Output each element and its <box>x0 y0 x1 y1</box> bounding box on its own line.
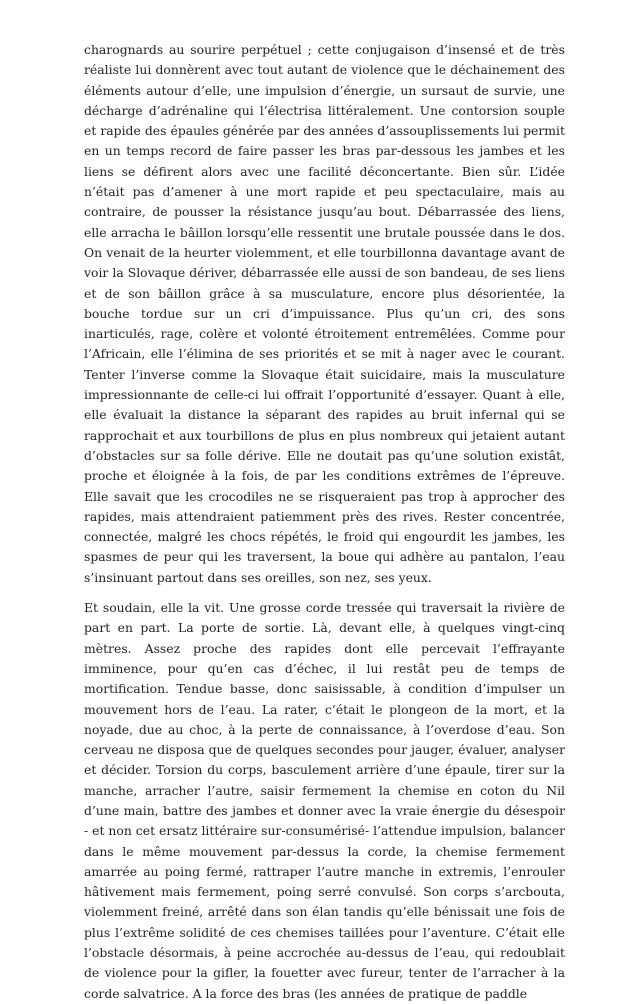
paragraph-2: Et soudain, elle la vit. Une grosse corde tressée qui traversait la rivière de part en part. La porte de sortie. Là, devant elle, à quelques vingt-cinq mètres. Assez proche des rapides dont elle percevait l’effrayante imminence, pour qu’en cas d’échec, il lui restât peu de temps de mortification. Tendue basse, donc saisissable, à condition d’impulser un mouvement hors de l’eau. La rater, c’était le plongeon de la mort, et la noyade, due au choc, à la perte de connaissance, à l’overdose d’eau. Son cerveau ne disposa que de quelques secondes pour jauger, évaluer, analyser et décider. Torsion du corps, basculement arrière d’une épaule, tirer sur la manche, arracher l’autre, saisir fermement la chemise en coton du Nil d’une main, battre des jambes et donner avec la vraie énergie du désespoir - et non cet ersatz littéraire sur-consumérisé- l’attendue impulsion, balancer dans le même mouvement par-dessus la corde, la chemise fermement amarrée au poing fermé, rattraper l’autre manche in extremis, l’enrouler hâtivement mais fermement, poing serré convulsé. Son corps s’arcbouta, violemment freiné, arrêté dans son élan tandis qu’elle bénissait une fois de plus l’extrême solidité de ces chemises taillées pour l’aventure. C’était elle l’obstacle désormais, à peine accrochée au-dessus de l’eau, qui redoublait de violence pour la gifler, la fouetter avec fureur, tenter de l’arracher à la corde salvatrice. A la force des bras (les années de pratique de paddle <box>84 600 565 1001</box>
paragraph-1: charognards au sourire perpétuel ; cette conjugaison d’insensé et de très réaliste lui donnèrent avec tout autant de violence que le déchainement des éléments autour d’elle, une impulsion d’énergie, un sursaut de survie, une décharge d’adrénaline qui l’électrisa littéralement. Une contorsion souple et rapide des épaules générée par des années d’assouplissements lui permit en un temps record de faire passer les bras par-dessous les jambes et les liens se défirent alors avec une facilité déconcertante. Bien sûr. L’idée n’était pas d’amener à une mort rapide et peu spectaculaire, mais au contraire, de pousser la résistance jusqu’au bout. Débarrassée des liens, elle arracha le bâillon lorsqu’elle ressentit une brutale poussée dans le dos. On venait de la heurter violemment, et elle tourbillonna davantage avant de voir la Slovaque dériver, débarrassée elle aussi de son bandeau, de ses liens et de son bâillon grâce à sa musculature, encore plus désorientée, la bouche tordue sur un cri d’impuissance. Plus qu’un cri, des sons inarticulés, rage, colère et volonté étroitement entremêlées. Comme pour l’Africain, elle l’élimina de ses priorités et se mit à nager avec le courant. Tenter l’inverse comme la Slovaque était suicidaire, mais la musculature impressionnante de celle-ci lui offrait l’opportunité d’essayer. Quant à elle, elle évaluait la distance la séparant des rapides au bruit infernal qui se rapprochait et aux tourbillons de plus en plus nombreux qui jetaient autant d’obstacles sur sa folle dérive. Elle ne doutait pas qu’une solution existât, proche et éloignée à la fois, de par les conditions extrêmes de l’épreuve. Elle savait que les crocodiles ne se risqueraient pas trop à approcher des rapides, mais attendraient patiemment près des rives. Rester concentrée, connectée, malgré les chocs répétés, le froid qui engourdit les jambes, les spasmes de peur qui les traversent, la boue qui adhère au pantalon, l’eau s’insinuant partout dans ses oreilles, son nez, ses yeux. <box>84 42 565 585</box>
